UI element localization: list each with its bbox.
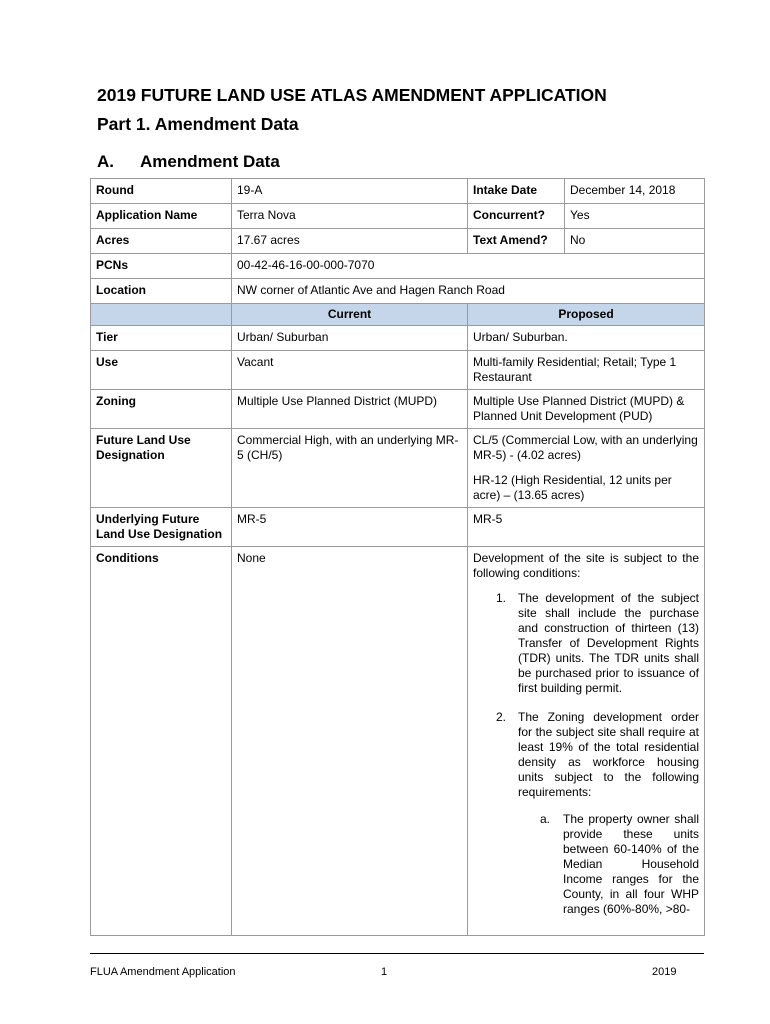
section-letter: A. — [97, 152, 114, 171]
header-blank — [91, 304, 232, 326]
footer-year: 2019 — [652, 966, 677, 978]
use-current: Vacant — [232, 351, 468, 390]
footer-rule — [90, 953, 704, 954]
intake-date-value: December 14, 2018 — [565, 179, 705, 204]
header-current: Current — [232, 304, 468, 326]
future-land-use-proposed-cl5: CL/5 (Commercial Low, with an underlying MR-5) - (4.02 acres) — [473, 433, 698, 462]
amendment-data-table — [90, 178, 705, 936]
condition-number: 2. — [496, 710, 507, 724]
conditions-label: Conditions — [91, 547, 232, 936]
zoning-proposed: Multiple Use Planned District (MUPD) & Planned Unit Development (PUD) — [468, 390, 705, 429]
location-value: NW corner of Atlantic Ave and Hagen Ranch Road — [232, 279, 705, 304]
condition-subitem-letter: a. — [540, 812, 551, 826]
row-tier — [91, 326, 705, 351]
footer-page-number: 1 — [381, 966, 388, 978]
text-amend-value: No — [565, 229, 705, 254]
tier-current: Urban/ Suburban — [232, 326, 468, 351]
condition-item-1 — [473, 591, 699, 696]
section-title: Amendment Data — [140, 152, 280, 171]
conditions-current: None — [232, 547, 468, 936]
application-name-value: Terra Nova — [232, 204, 468, 229]
row-pcns — [91, 254, 705, 279]
round-label: Round — [91, 179, 232, 204]
acres-value: 17.67 acres — [232, 229, 468, 254]
condition-number: 1. — [496, 591, 507, 605]
text-amend-label: Text Amend? — [468, 229, 565, 254]
row-column-headers — [91, 304, 705, 326]
future-land-use-proposed — [468, 429, 705, 508]
use-proposed: Multi-family Residential; Retail; Type 1 Restaurant — [468, 351, 705, 390]
section-heading — [97, 151, 280, 173]
intake-date-label: Intake Date — [468, 179, 565, 204]
condition-subitem-a — [518, 812, 699, 917]
part-heading: Part 1. Amendment Data — [97, 114, 299, 134]
zoning-label: Zoning — [91, 390, 232, 429]
location-label: Location — [91, 279, 232, 304]
pcns-value: 00-42-46-16-00-000-7070 — [232, 254, 705, 279]
conditions-intro: Development of the site is subject to the following conditions: — [473, 551, 699, 580]
underlying-future-land-use-current: MR-5 — [232, 508, 468, 547]
tier-label: Tier — [91, 326, 232, 351]
condition-item-2 — [473, 710, 699, 917]
conditions-list — [473, 591, 699, 917]
condition-text: The Zoning development order for the subject site shall require at least 19% of the total residential density as workforce housing units subject to the following requirements: — [518, 710, 699, 799]
row-use — [91, 351, 705, 390]
future-land-use-current: Commercial High, with an underlying MR-5 (CH/5) — [232, 429, 468, 508]
row-zoning — [91, 390, 705, 429]
future-land-use-proposed-hr12: HR-12 (High Residential, 12 units per acre) – (13.65 acres) — [473, 473, 672, 502]
tier-proposed: Urban/ Suburban. — [468, 326, 705, 351]
row-acres — [91, 229, 705, 254]
condition-subitem-text: The property owner shall provide these units between 60-140% of the Median Household Income ranges for the County, in all four WHP ranges (60%-80%, >80- — [563, 812, 699, 916]
row-future-land-use — [91, 429, 705, 508]
concurrent-value: Yes — [565, 204, 705, 229]
underlying-future-land-use-proposed: MR-5 — [468, 508, 705, 547]
use-label: Use — [91, 351, 232, 390]
underlying-future-land-use-label: Underlying Future Land Use Designation — [91, 508, 232, 547]
row-round — [91, 179, 705, 204]
condition-text: The development of the subject site shall include the purchase and construction of thirteen (13) Transfer of Development Rights (TDR) units. The TDR units shall be purchased prior to issuance of first building permit. — [518, 591, 699, 695]
round-value: 19-A — [232, 179, 468, 204]
acres-label: Acres — [91, 229, 232, 254]
row-location — [91, 279, 705, 304]
pcns-label: PCNs — [91, 254, 232, 279]
concurrent-label: Concurrent? — [468, 204, 565, 229]
header-proposed: Proposed — [468, 304, 705, 326]
conditions-proposed — [468, 547, 705, 936]
condition-sublist — [518, 812, 699, 917]
document-title: 2019 FUTURE LAND USE ATLAS AMENDMENT APPLICATION — [97, 85, 607, 105]
footer-doc-name: FLUA Amendment Application — [90, 966, 236, 978]
zoning-current: Multiple Use Planned District (MUPD) — [232, 390, 468, 429]
future-land-use-label: Future Land Use Designation — [91, 429, 232, 508]
row-conditions — [91, 547, 705, 936]
row-underlying-future-land-use — [91, 508, 705, 547]
application-name-label: Application Name — [91, 204, 232, 229]
row-application-name — [91, 204, 705, 229]
